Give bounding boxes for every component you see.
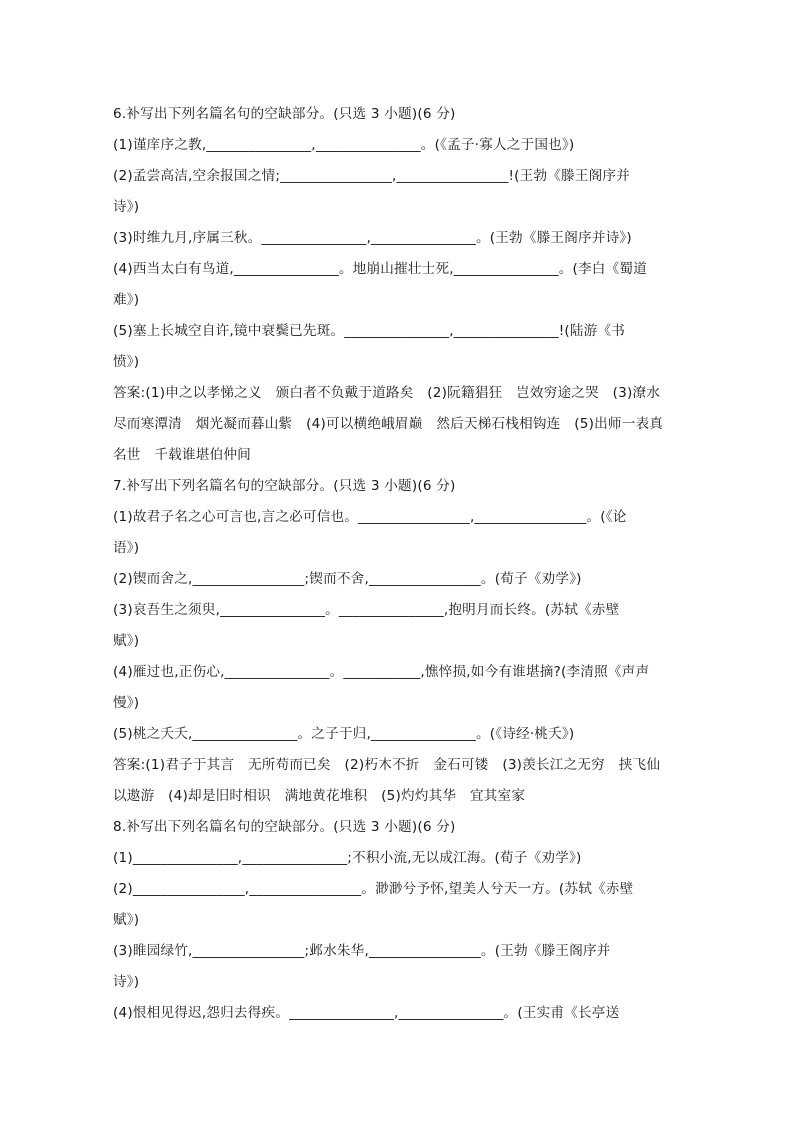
q8-item-2-cont: 赋》) xyxy=(113,912,140,928)
q7-item-4-cont: 慢》) xyxy=(113,695,140,711)
q8-item-3-cont: 诗》) xyxy=(113,974,140,990)
q6-item-5-cont: 愤》) xyxy=(113,354,140,370)
question-6-heading: 6.补写出下列名篇名句的空缺部分。(只选 3 小题)(6 分) xyxy=(113,106,456,122)
question-8-heading: 8.补写出下列名篇名句的空缺部分。(只选 3 小题)(6 分) xyxy=(113,819,456,835)
q6-item-4: (4)西当太白有鸟道,_______________。地崩山摧壮士死,_______________。(李白《蜀道 xyxy=(113,261,647,277)
q7-answer: 答案:(1)君子于其言 无所苟而已矣 (2)朽木不折 金石可镂 (3)羡长江之无穷 挟飞仙 xyxy=(113,757,661,773)
q7-item-1-cont: 语》) xyxy=(113,540,140,556)
q8-item-2: (2)________________,________________。渺渺兮予怀,望美人兮天一方。(苏轼《赤壁 xyxy=(113,881,634,897)
q6-item-2-cont: 诗》) xyxy=(113,199,140,215)
q6-answer-cont: 名世 千载谁堪伯仲间 xyxy=(113,447,251,463)
q7-item-3: (3)哀吾生之须臾,_______________。_______________,抱明月而长终。(苏轼《赤壁 xyxy=(113,602,620,618)
q7-item-1: (1)故君子名之心可言也,言之必可信也。________________,________________。(《论 xyxy=(113,509,627,525)
q8-item-1: (1)_______________,_______________;不积小流,无以成江海。(荀子《劝学》) xyxy=(113,850,582,866)
q7-item-5: (5)桃之夭夭,_______________。之子于归,_______________。(《诗经·桃夭》) xyxy=(113,726,575,742)
q6-item-2: (2)孟尝高洁,空余报国之情;________________,________________!(王勃《滕王阁序并 xyxy=(113,168,631,184)
q7-item-4: (4)雁过也,正伤心,_______________。___________,憔悴损,如今有谁堪摘?(李清照《声声 xyxy=(113,664,650,680)
q6-answer: 答案:(1)申之以孝悌之义 颁白者不负戴于道路矣 (2)阮籍猖狂 岂效穷途之哭 (3)潦水 xyxy=(113,385,661,401)
q8-item-4: (4)恨相见得迟,怨归去得疾。_______________,_______________。(王实甫《长亭送 xyxy=(113,1005,620,1021)
document-body xyxy=(113,99,687,1029)
q6-answer-cont: 尽而寒潭清 烟光凝而暮山紫 (4)可以横绝峨眉巅 然后天梯石栈相钩连 (5)出师一表真 xyxy=(113,416,664,432)
q7-item-3-cont: 赋》) xyxy=(113,633,140,649)
q6-item-3: (3)时维九月,序属三秋。_______________,_______________。(王勃《滕王阁序并诗》) xyxy=(113,230,632,246)
q6-item-1: (1)谨庠序之教,_______________,_______________。(《孟子·寡人之于国也》) xyxy=(113,137,575,153)
question-7-heading: 7.补写出下列名篇名句的空缺部分。(只选 3 小题)(6 分) xyxy=(113,478,456,494)
q6-item-5: (5)塞上长城空自许,镜中衰鬓已先斑。_______________,_______________!(陆游《书 xyxy=(113,323,626,339)
q7-item-2: (2)锲而舍之,________________;锲而不舍,________________。(荀子《劝学》) xyxy=(113,571,582,587)
q6-item-4-cont: 难》) xyxy=(113,292,140,308)
q7-answer-cont: 以遨游 (4)却是旧时相识 满地黄花堆积 (5)灼灼其华 宜其室家 xyxy=(113,788,526,804)
q8-item-3: (3)睢园绿竹,________________;邺水朱华,________________。(王勃《滕王阁序并 xyxy=(113,943,611,959)
